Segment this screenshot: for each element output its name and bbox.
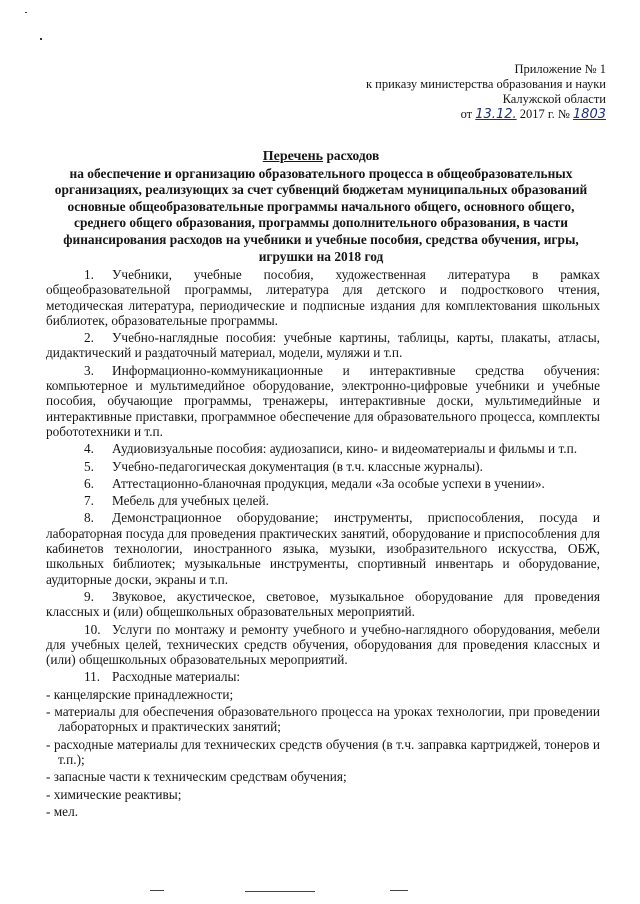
list-item: 3. Информационно-коммуникационные и интерактивные средства обучения: компьютерное и мультимедийное оборудование, электронно-цифровые учебники и учебные пособия, обучающие программы, тренажеры, интерактивные доски, мультимедийные и интерактивные приставки, программное обеспечение для образовательного процесса, комплекты робототехники и т.п. — [46, 362, 600, 439]
title-head-line — [40, 148, 602, 166]
list-item: 11. Расходные материалы: — [84, 669, 241, 685]
list-item: 4. Аудиовизуальные пособия: аудиозаписи, кино- и видеоматериалы и фильмы и т.п. — [84, 441, 578, 457]
list-item: 10. Услуги по монтажу и ремонту учебного и учебно-наглядного оборудования, мебели для учебных целей, технических средств обучения, оборудования для проведения классных и (или) общешкольных образовательных мероприятий. — [46, 621, 600, 668]
title-line-6: игрушки на 2018 год — [258, 248, 384, 264]
list-item: 2. Учебно-наглядные пособия: учебные картины, таблицы, карты, плакаты, атласы, дидактический и раздаточный материал, модели, муляжи и т.п. — [46, 330, 600, 361]
title-line-3: основные общеобразовательные программы начального общего, основного общего, — [67, 198, 575, 214]
annex-line-2: к приказу министерства образования и науки — [365, 77, 606, 91]
list-item: 6. Аттестационно-бланочная продукция, медали «За особые успехи в учении». — [84, 475, 545, 491]
annex-header — [276, 62, 606, 122]
consumable-item: - канцелярские принадлежности; — [46, 686, 234, 702]
list-item: 5. Учебно-педагогическая документация (в т.ч. классные журналы). — [84, 458, 483, 474]
title-head: Перечень — [262, 149, 324, 164]
annex-line-1: Приложение № 1 — [514, 62, 606, 76]
scan-mark — [245, 891, 315, 892]
title-line-5: финансирования расходов на учебники и учебные пособия, средства обучения, игры, — [63, 231, 579, 247]
consumable-item: - мел. — [46, 803, 79, 819]
handwritten-number: 1803 — [572, 107, 606, 122]
list-item: 9. Звуковое, акустическое, световое, музыкальное оборудование для проведения классных и (или) общешкольных образовательных мероприятий. — [46, 588, 600, 620]
scan-mark — [390, 890, 408, 891]
consumable-item: - химические реактивы; — [46, 786, 182, 802]
title-line-1: на обеспечение и организацию образовательного процесса в общеобразовательных — [69, 165, 573, 181]
scan-speck — [40, 38, 42, 40]
date-prefix: от — [460, 107, 473, 121]
list-item: 1. Учебники, учебные пособия, художественная литература в рамках общеобразовательной программы, литература для детского и подросткового чтения, методическая литература, периодические и подписные издания для комплектования школьных библиотек, образовательные программы. — [46, 267, 600, 328]
title-head-tail: расходов — [326, 148, 380, 163]
list-item: 8. Демонстрационное оборудование; инструменты, приспособления, посуда и лабораторная посуда для проведения практических занятий, оборудование и приспособления для кабинетов технологии, иностранного языка, музыки, изобразительного искусства, ОБЖ, школьных библиотек; музыкальные инструменты, спортивный инвентарь и оборудование, аудиторные доски, экраны и т.п. — [46, 510, 600, 587]
title-line-4: среднего общего образования, программы дополнительного образования, в части — [74, 215, 568, 231]
annex-date-line — [276, 107, 606, 122]
consumable-item: - расходные материалы для технических средств обучения (в т.ч. заправка картриджей, тонеров и т.п.); — [46, 736, 600, 767]
list-item: 7. Мебель для учебных целей. — [84, 493, 269, 509]
handwritten-date: 13.12. — [475, 107, 517, 122]
scan-mark — [150, 890, 164, 891]
document-body — [46, 267, 600, 821]
annex-line-3: Калужской области — [502, 92, 606, 106]
document-title — [40, 148, 602, 265]
consumable-item: - материалы для обеспечения образовательного процесса на уроках технологии, при проведении лабораторных и практических занятий; — [46, 704, 600, 735]
scan-speck — [25, 12, 27, 13]
title-line-2: организациях, реализующих за счет субвенций бюджетам муниципальных образований — [54, 182, 588, 198]
date-year: 2017 г. № — [519, 107, 570, 121]
consumable-item: - запасные части к техническим средствам обучения; — [46, 769, 347, 785]
